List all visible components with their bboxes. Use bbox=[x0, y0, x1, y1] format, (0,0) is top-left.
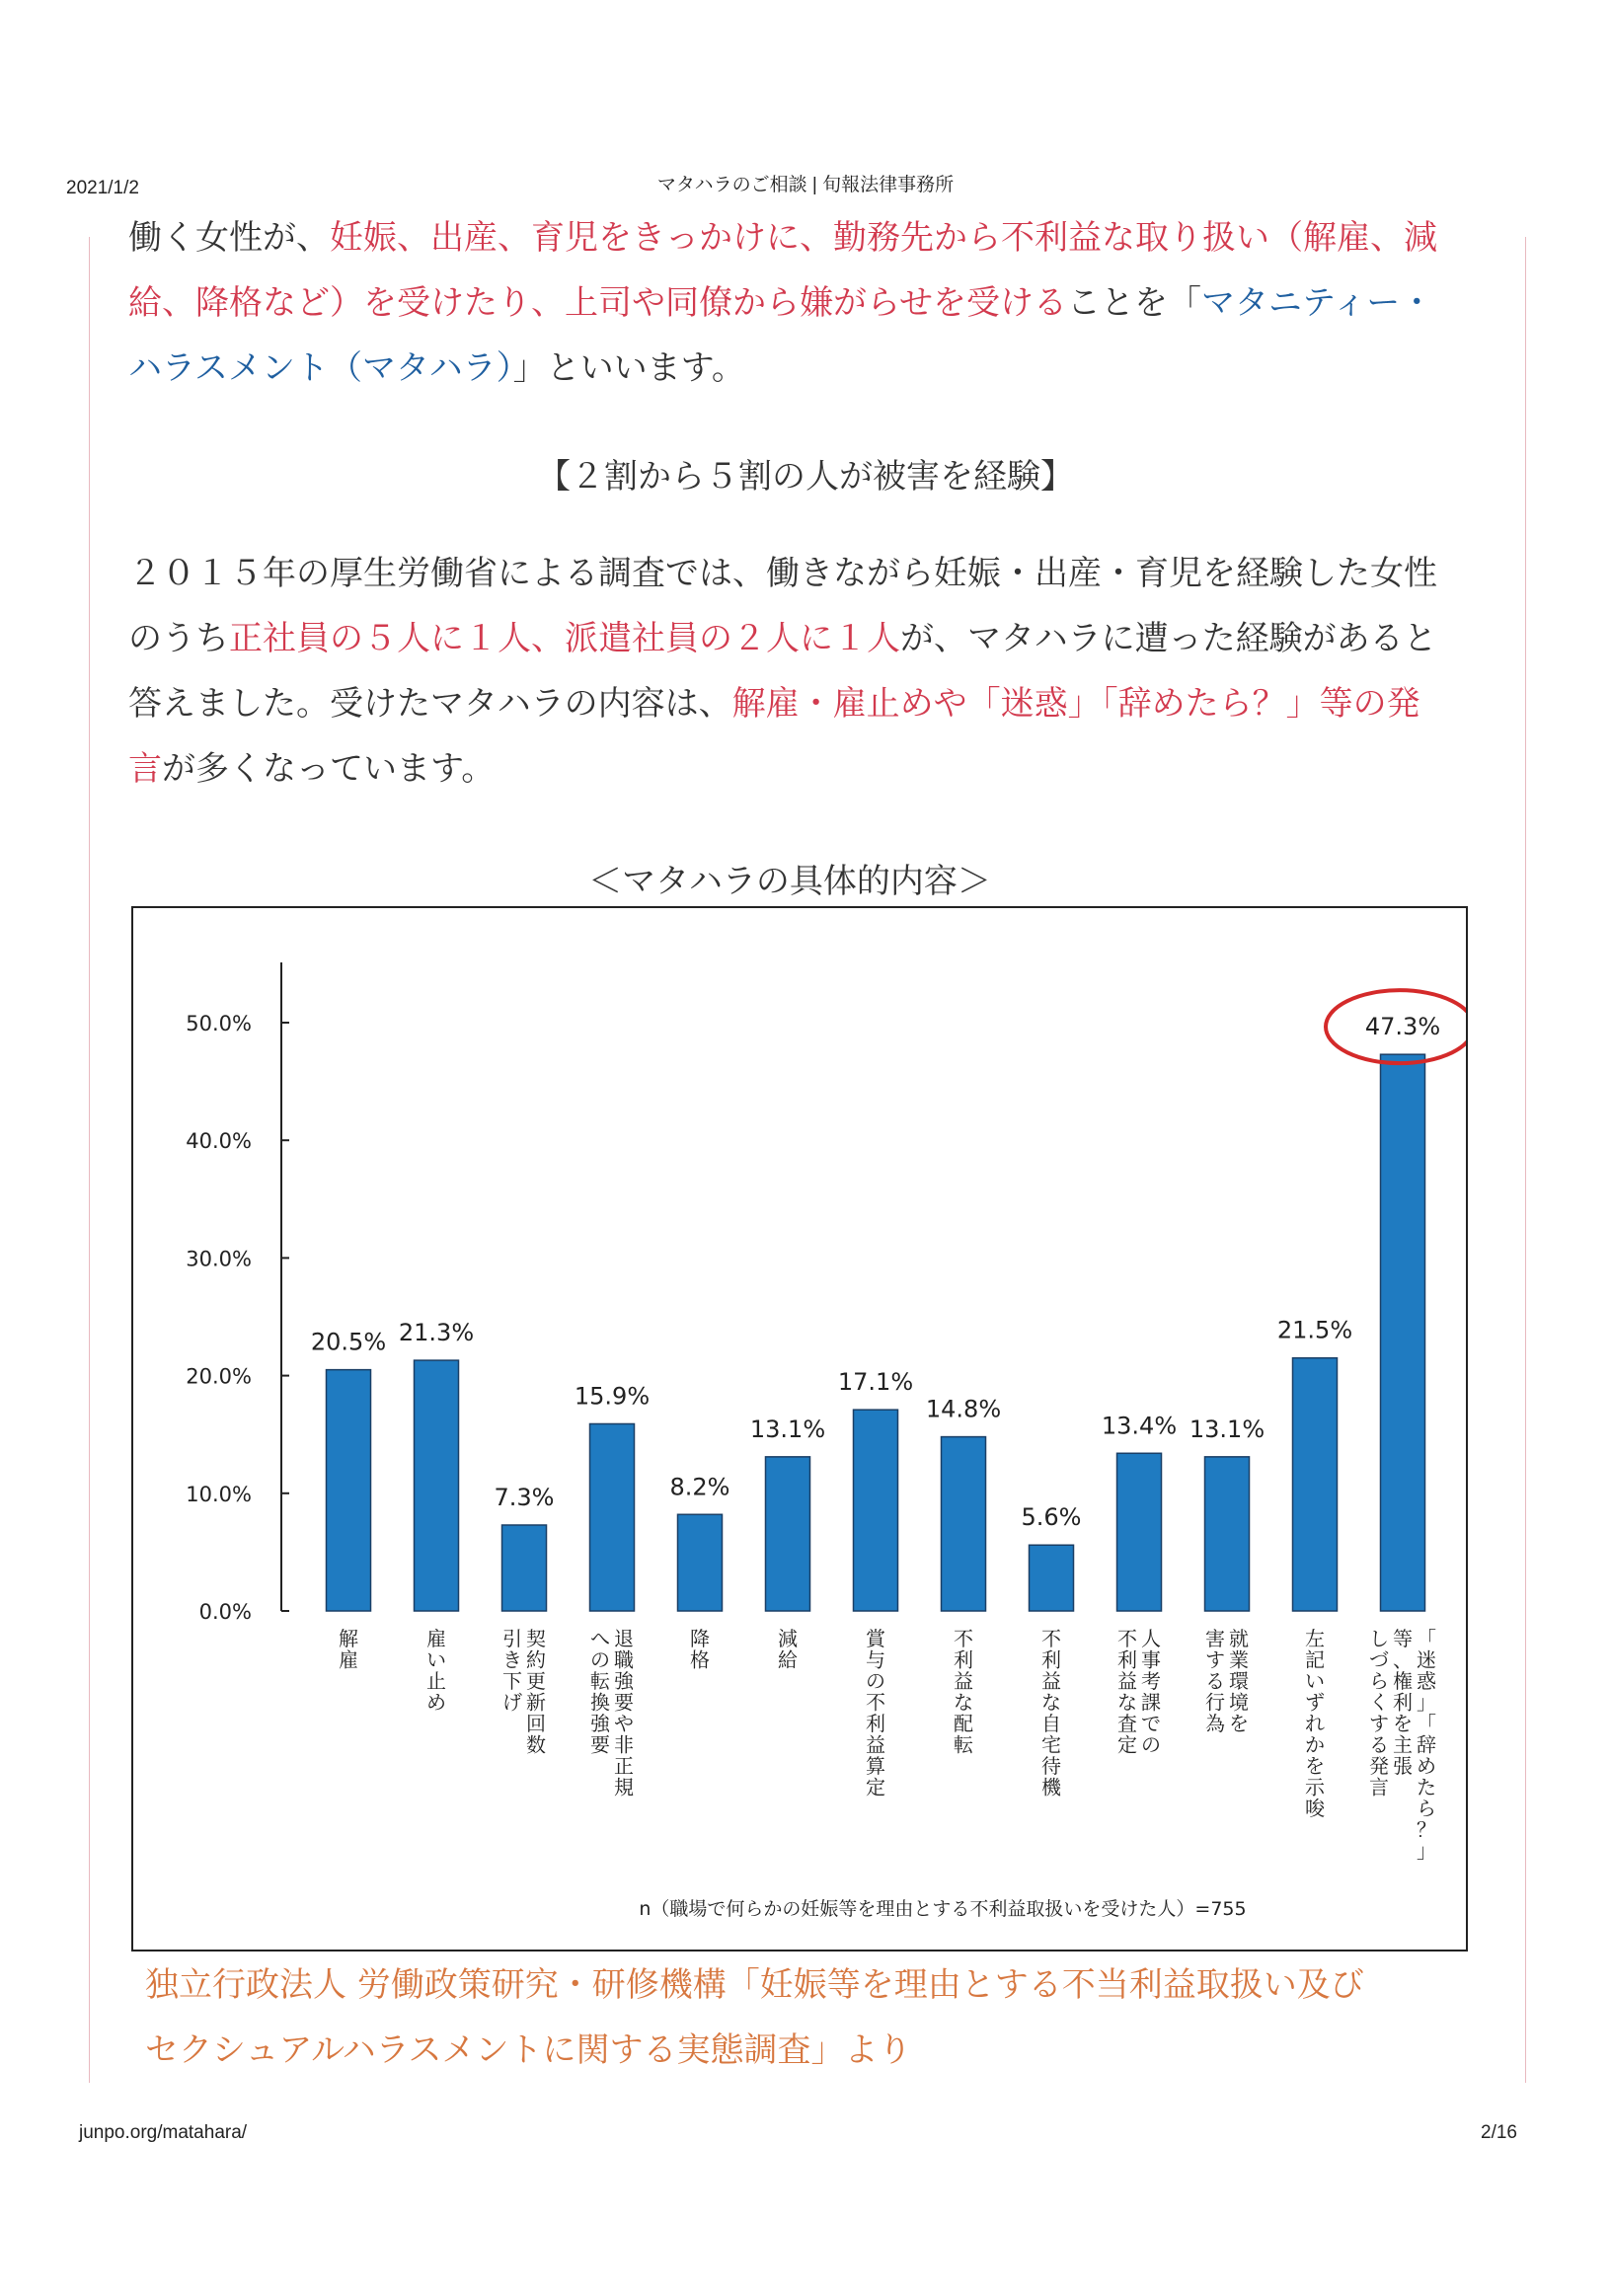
intro-paragraph bbox=[128, 205, 1451, 401]
data-label: 14.8% bbox=[925, 1395, 1002, 1423]
source-citation bbox=[145, 1952, 1448, 2083]
bar-8 bbox=[942, 1437, 986, 1611]
intro-highlight: 妊娠、出産、育児をきっかけに、勤務先から不利益な取り扱い（解雇、減給、降格など）を受けたり、上司や同僚から嫌がらせを受ける bbox=[128, 218, 1437, 323]
data-label: 47.3% bbox=[1364, 1013, 1441, 1041]
bar-5 bbox=[678, 1514, 723, 1611]
x-category-label: 解雇 bbox=[339, 1627, 358, 1672]
bar-6 bbox=[766, 1457, 810, 1611]
y-tick-label: 10.0% bbox=[186, 1482, 252, 1506]
source-line-1: 独立行政法人 労働政策研究・研修機構「妊娠等を理由とする不当利益取扱い及び bbox=[145, 1965, 1364, 2005]
x-category-label: 契約更新回数 bbox=[526, 1627, 546, 1757]
x-category-label: 減給 bbox=[778, 1627, 798, 1672]
x-category-label: 退職強要や非正規 bbox=[614, 1627, 634, 1799]
bar-4 bbox=[590, 1423, 635, 1611]
data-label: 8.2% bbox=[669, 1473, 730, 1501]
survey-paragraph bbox=[128, 541, 1451, 802]
survey-text-end: が多くなっています。 bbox=[162, 749, 496, 789]
x-category-label: 引き下げ bbox=[502, 1627, 522, 1715]
y-tick-label: 0.0% bbox=[198, 1600, 252, 1624]
page-title: マタハラのご相談 | 旬報法律事務所 bbox=[656, 175, 955, 195]
x-category-label: 就業環境を bbox=[1229, 1627, 1249, 1735]
survey-text-mid: が、マタハラに遭った経験があると答えました。受けたマタハラの内容は、 bbox=[128, 619, 1437, 724]
bar-chart bbox=[133, 908, 1466, 1950]
x-category-label: しづらくする発言 bbox=[1369, 1627, 1389, 1799]
section-heading: 【２割から５割の人が被害を経験】 bbox=[537, 457, 1074, 497]
data-label: 13.1% bbox=[749, 1415, 826, 1443]
survey-highlight-content: 解雇・雇止めや「迷惑」「辞めたら？」等の発言 bbox=[128, 684, 1420, 789]
bar-1 bbox=[327, 1370, 371, 1611]
bar-7 bbox=[854, 1410, 898, 1611]
y-tick-label: 20.0% bbox=[186, 1364, 252, 1389]
survey-highlight-ratio: 正社員の５人に１人、派遣社員の２人に１人 bbox=[229, 619, 900, 658]
bar-3 bbox=[502, 1525, 547, 1611]
x-category-label: 人事考課での bbox=[1141, 1627, 1161, 1757]
x-category-label: 雇い止め bbox=[426, 1627, 446, 1715]
x-category-label: 不利益な査定 bbox=[1117, 1627, 1137, 1757]
y-tick-label: 50.0% bbox=[186, 1012, 252, 1035]
y-tick-label: 40.0% bbox=[186, 1129, 252, 1154]
x-category-label: 害する行為 bbox=[1205, 1627, 1225, 1735]
margin-line-right bbox=[1525, 237, 1526, 2083]
source-line-2: セクシュアルハラスメントに関する実態調査」より bbox=[145, 2030, 912, 2070]
intro-text-end: 」といいます。 bbox=[512, 348, 745, 388]
data-label: 13.1% bbox=[1189, 1415, 1266, 1443]
survey-text: ２０１５年の厚生労働省による調査では、働きながら妊娠・出産・育児を経験した女性のうち bbox=[128, 554, 1437, 658]
bar-2 bbox=[415, 1360, 459, 1611]
x-category-label: 賞与の不利益算定 bbox=[866, 1627, 885, 1799]
bar-11 bbox=[1205, 1457, 1250, 1611]
data-label: 7.3% bbox=[494, 1483, 555, 1511]
data-label: 21.5% bbox=[1276, 1316, 1353, 1344]
margin-line-left bbox=[89, 237, 90, 2083]
chart-heading: ＜マタハラの具体的内容＞ bbox=[588, 862, 991, 901]
y-tick-label: 30.0% bbox=[186, 1247, 252, 1271]
x-category-label: 等、権利を主張 bbox=[1393, 1627, 1413, 1778]
maternity-harassment-term: マタニティー・ハラスメント（マタハラ） bbox=[128, 283, 1434, 388]
intro-text-mid: ことを「 bbox=[1066, 283, 1201, 323]
x-category-label: 不利益な配転 bbox=[954, 1627, 973, 1757]
print-date: 2021/1/2 bbox=[66, 178, 139, 198]
data-label: 21.3% bbox=[398, 1319, 475, 1347]
data-label: 5.6% bbox=[1021, 1503, 1082, 1532]
bar-12 bbox=[1293, 1358, 1338, 1611]
page-number: 2/16 bbox=[1481, 2122, 1517, 2143]
bar-13 bbox=[1381, 1054, 1425, 1611]
x-category-label: 「迷惑」「辞めたら？」 bbox=[1417, 1627, 1436, 1863]
x-category-label: 降格 bbox=[690, 1627, 710, 1672]
x-category-label: への転換強要 bbox=[590, 1627, 610, 1757]
x-category-label: 左記いずれかを示唆 bbox=[1305, 1627, 1325, 1820]
sample-size-note: n（職場で何らかの妊娠等を理由とする不利益取扱いを受けた人）=755 bbox=[639, 1898, 1247, 1920]
data-label: 15.9% bbox=[574, 1382, 651, 1411]
data-label: 13.4% bbox=[1101, 1412, 1178, 1440]
bar-9 bbox=[1030, 1545, 1074, 1611]
chart-frame bbox=[131, 906, 1468, 1952]
bar-10 bbox=[1117, 1453, 1162, 1611]
x-category-label: 不利益な自宅待機 bbox=[1041, 1627, 1061, 1799]
data-label: 17.1% bbox=[837, 1368, 914, 1397]
intro-text: 働く女性が、 bbox=[128, 218, 330, 258]
footer-url: junpo.org/matahara/ bbox=[79, 2122, 248, 2143]
data-label: 20.5% bbox=[310, 1328, 387, 1356]
